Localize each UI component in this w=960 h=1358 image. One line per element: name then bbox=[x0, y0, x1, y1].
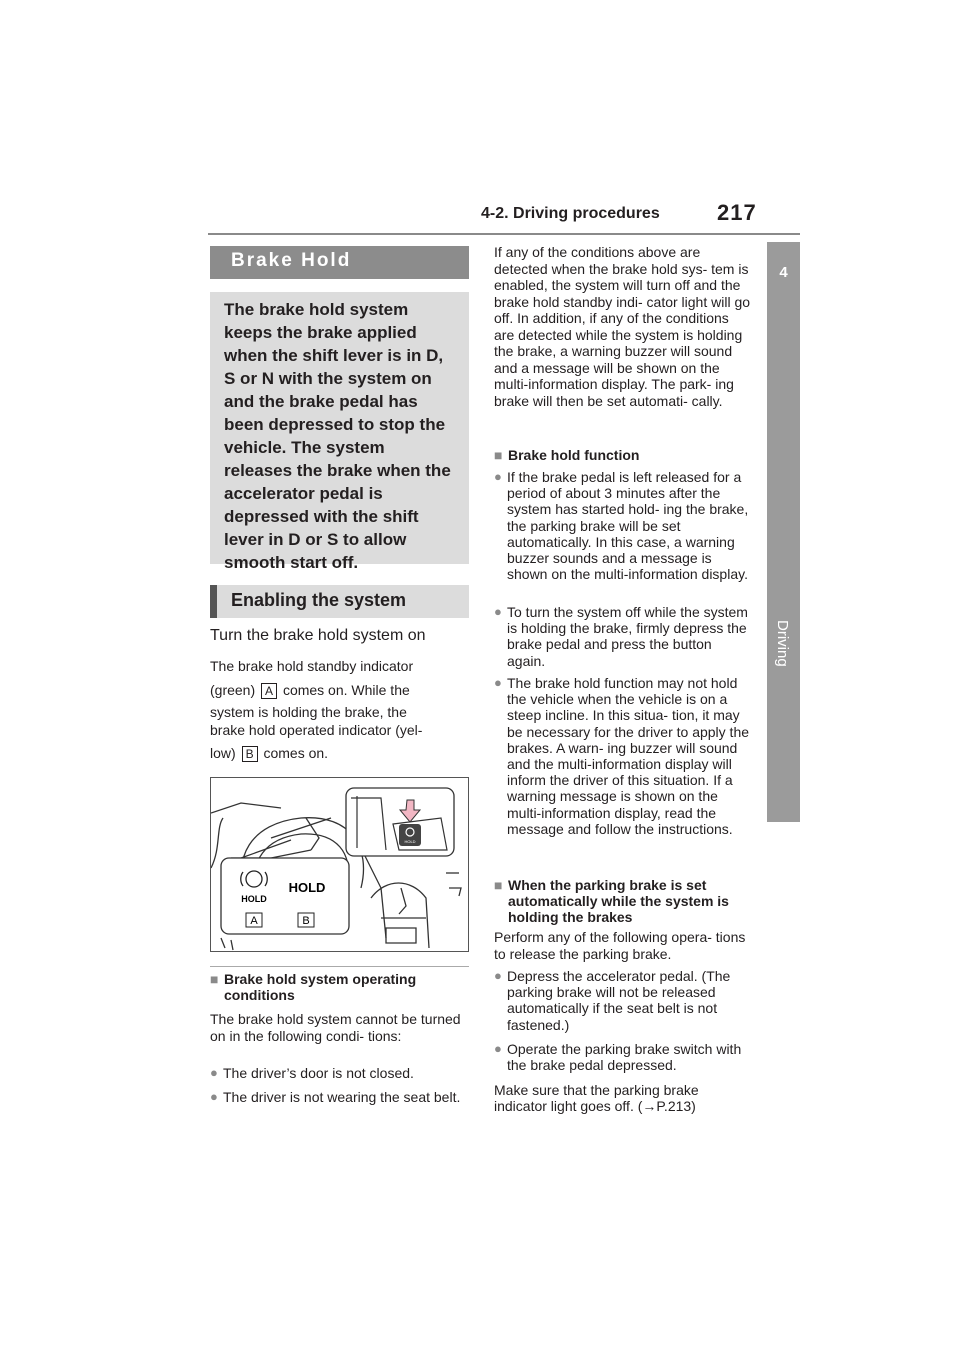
final-line: indicator light goes off. (→P.213) bbox=[494, 1098, 696, 1114]
dashboard-illustration bbox=[210, 777, 469, 952]
figure-label-a: A bbox=[250, 915, 258, 927]
tag-b: B bbox=[242, 746, 258, 762]
figure-label-b: B bbox=[302, 915, 310, 927]
square-bullet-icon: ■ bbox=[210, 971, 219, 987]
bullet-icon: ● bbox=[494, 604, 502, 619]
section-heading-enabling bbox=[210, 585, 469, 618]
paragraph: If any of the conditions above are detected when the brake hold sys- tem is enabled, the system will turn off and the brake hold standby indi- cator light will go off. In addition, if any of the conditions are detected while the system is holding the brake, a warning buzzer will sound and a message will be shown on the multi-information display. The park- ing brake will then be set automati- cally. bbox=[494, 244, 751, 409]
final-line: Make sure that the parking brake bbox=[494, 1082, 699, 1098]
bullet-icon: ● bbox=[494, 675, 502, 690]
indicator-closeup-frame bbox=[221, 858, 349, 934]
list-item: ● The brake hold function may not hold the vehicle when the vehicle is on a steep incline. In this situa- tion, it may be necessary for the driver to apply the brakes. A warn- ing buzzer will sound and the multi-information display will inform the driver of this situation. If a warning message is shown on the multi-information display, read the message and follow the instructions. bbox=[494, 675, 750, 837]
bullet-icon: ● bbox=[494, 469, 502, 484]
chapter-number: 4 bbox=[779, 264, 788, 281]
list-item: ● To turn the system off while the system is holding the brake, firmly depress the brake pedal and press the button again. bbox=[494, 604, 748, 669]
list-item: ● The driver’s door is not closed. bbox=[210, 1065, 414, 1081]
header-rule bbox=[208, 233, 800, 235]
desc-line: (green) A comes on. While the bbox=[210, 682, 410, 698]
instruction-step: Turn the brake hold system on bbox=[210, 627, 426, 644]
desc-line: brake hold operated indicator (yel- bbox=[210, 722, 423, 738]
indicator-b-text: HOLD bbox=[288, 880, 326, 895]
list-item: ● The driver is not wearing the seat belt. bbox=[210, 1089, 461, 1105]
list-item: ● Depress the accelerator pedal. (The parking brake will not be released automatically if the seat belt is not fastened.) bbox=[494, 968, 731, 1033]
desc-line: The brake hold standby indicator bbox=[210, 658, 414, 674]
square-bullet-icon: ■ bbox=[494, 447, 503, 463]
desc-line: low) B comes on. bbox=[210, 745, 329, 761]
chapter-label: Driving bbox=[774, 620, 791, 667]
chapter-tab bbox=[767, 242, 800, 822]
dashboard-drawing bbox=[211, 778, 468, 951]
section-heading-brake-hold bbox=[210, 246, 469, 279]
intro-box bbox=[210, 292, 469, 572]
tag-a: A bbox=[261, 683, 277, 699]
bullet-icon: ● bbox=[210, 1089, 218, 1104]
function-heading: ■ Brake hold function bbox=[494, 447, 640, 463]
section-heading-text: Brake Hold bbox=[231, 250, 352, 271]
list-item: ● If the brake pedal is left released for a period of about 3 minutes after the system has started hold- ing the brake, the parking brake will be set automatically. In this case, a warning buzzer sounds and a message is shown on the multi-information display. bbox=[494, 469, 749, 583]
button-label: HOLD bbox=[404, 839, 416, 844]
conditions-intro: The brake hold system cannot be turned on in the following condi- tions: bbox=[210, 1011, 461, 1044]
section-title: 4-2. Driving procedures bbox=[481, 205, 660, 222]
conditions-heading: ■ Brake hold system operating conditions bbox=[210, 971, 417, 1003]
bullet-icon: ● bbox=[210, 1065, 218, 1080]
page-number: 217 bbox=[717, 200, 757, 225]
page-ref-arrow-icon: → bbox=[642, 1098, 657, 1114]
intro-text: The brake hold system keeps the brake applied when the shift lever is in D, S or N with the system on and the brake pedal has been depressed to stop the vehicle. The system releases the brake when the accelerator pedal is depressed with the shift lever in D or S to allow smooth start off. bbox=[224, 300, 451, 572]
list-item: ● Operate the parking brake switch with the brake pedal depressed. bbox=[494, 1041, 742, 1074]
figure-divider bbox=[210, 966, 469, 967]
parking-heading: ■ When the parking brake is set automatically while the system is holding the brakes bbox=[494, 877, 729, 925]
square-bullet-icon: ■ bbox=[494, 877, 503, 893]
bullet-icon: ● bbox=[494, 968, 502, 983]
parking-intro: Perform any of the following opera- tions to release the parking brake. bbox=[494, 929, 746, 962]
desc-line: system is holding the brake, the bbox=[210, 704, 407, 720]
indicator-a-text: HOLD bbox=[241, 894, 267, 904]
page-reference-link[interactable]: P.213) bbox=[656, 1098, 696, 1114]
bullet-icon: ● bbox=[494, 1041, 502, 1056]
section-heading-text: Enabling the system bbox=[231, 590, 407, 610]
